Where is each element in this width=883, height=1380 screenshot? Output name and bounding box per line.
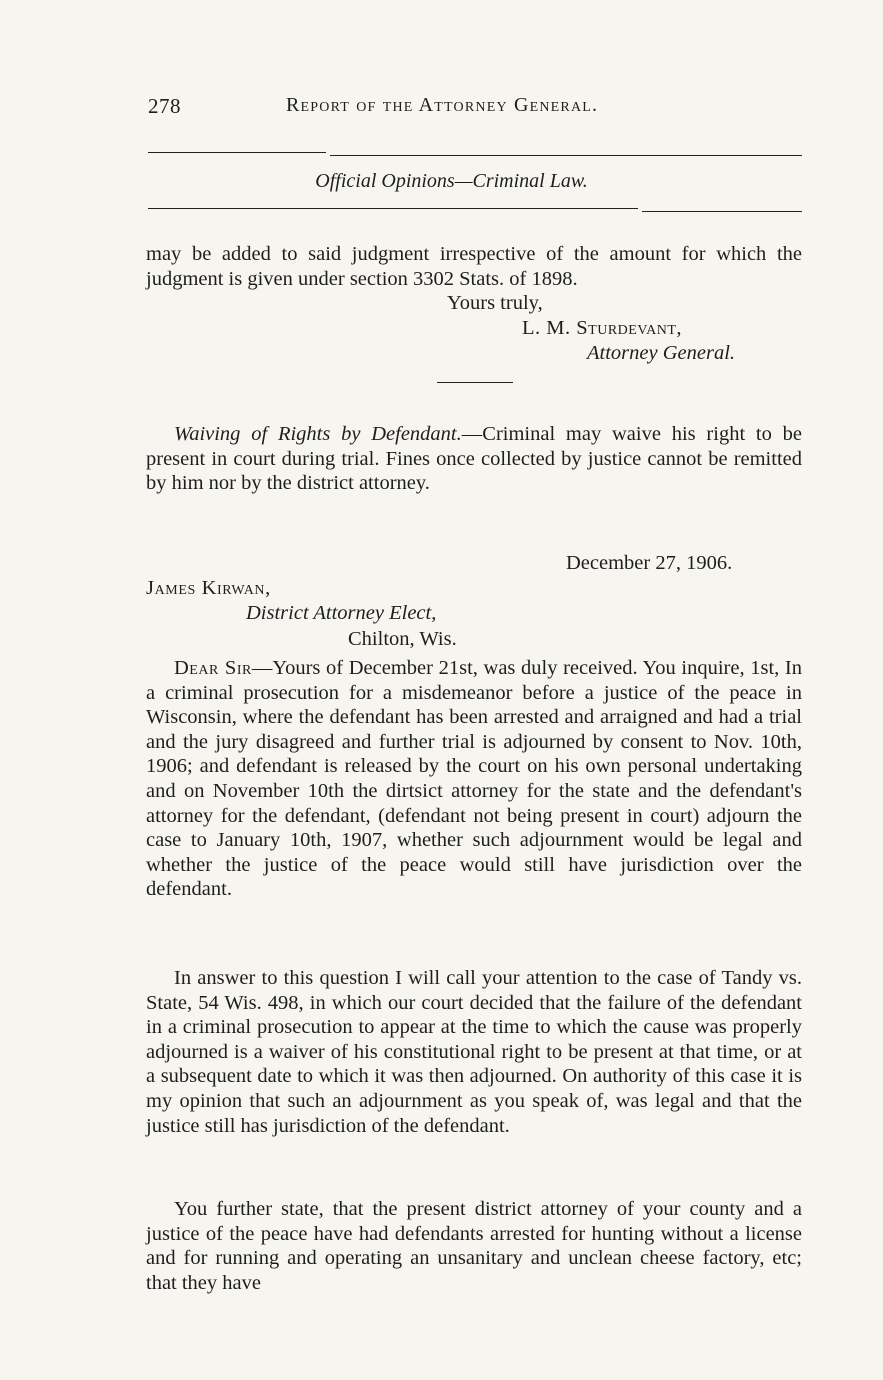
signatory-title: Attorney General. (587, 342, 736, 364)
header-rule (148, 152, 326, 153)
addressee-title: District Attorney Elect, (246, 602, 437, 624)
header-rule (330, 155, 802, 156)
running-head: Report of the Attorney General. (286, 94, 599, 116)
letter-paragraph (146, 656, 802, 902)
addressee-place: Chilton, Wis. (348, 628, 457, 650)
headnote-title: Waiving of Rights by Defendant. (174, 423, 462, 445)
section-rule (148, 208, 638, 209)
continuation-paragraph: may be added to said judgment irrespective of the amount for which the judgment is given under section 3302 Stats. of 1898. (146, 243, 802, 290)
opinion-separator (437, 382, 513, 383)
closing-valediction: Yours truly, (447, 292, 543, 314)
letter-paragraph: You further state, that the present district attorney of your county and a justice of the peace have had defendants arrested for hunting without a license and for running and operating an unsanitary and unclean cheese factory, etc; that they have (146, 1198, 802, 1294)
signatory-name: L. M. Sturdevant, (522, 317, 683, 339)
headnote-text: —Criminal may waive his right to be present in court during trial. Fines once collected by justice cannot be remitted by him nor by the district attorney. (146, 423, 803, 495)
section-heading: Official Opinions—Criminal Law. (315, 170, 588, 192)
addressee-name: James Kirwan, (146, 577, 271, 599)
headnote (146, 422, 802, 496)
letter-date: December 27, 1906. (566, 552, 733, 574)
page-number: 278 (148, 94, 181, 118)
section-rule (642, 211, 802, 212)
paragraph-text: —Yours of December 21st, was duly received. You inquire, 1st, In a criminal prosecution for a misdemeanor before a justice of the peace in Wisconsin, where the defendant has been arrested and arraigned and had a trial and the jury disagreed and further trial is adjourned by consent to Nov. 10th, 1906; and defendant is released by the court on his own personal undertaking and on November 10th the dirtsict attorney for the state and the defendant's attorney for the defendant, (defendant not being present in court) adjourn the case to January 10th, 1907, whether such adjournment would be legal and whether the justice of the peace would still have jurisdiction over the defendant. (146, 657, 802, 901)
letter-paragraph: In answer to this question I will call your attention to the case of Tandy vs. State, 54 Wis. 498, in which our court decided that the failure of the defendant in a criminal prosecution to appear at the time to which the cause was properly adjourned is a waiver of his constitutional right to be present at that time, or at a subsequent date to which it was then adjourned. On authority of this case it is my opinion that such an adjournment as you speak of, was legal and that the justice still has jurisdiction of the defendant. (146, 967, 802, 1137)
salutation: Dear Sir (174, 657, 252, 679)
